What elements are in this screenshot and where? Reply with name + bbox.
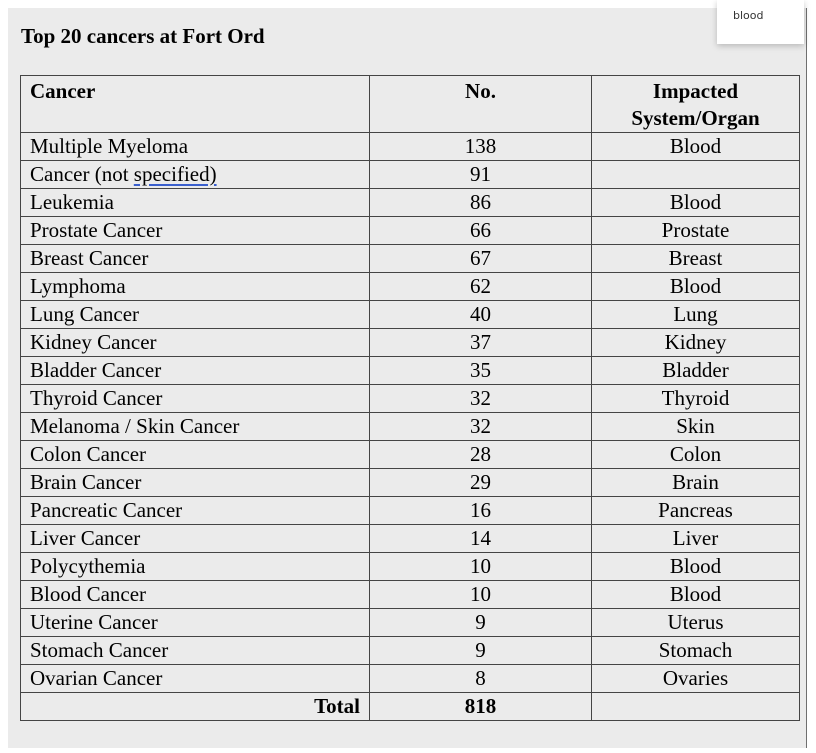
search-popup-text: blood [733,9,764,22]
table-row [21,497,800,525]
table-row [21,273,800,301]
table-row [21,553,800,581]
table-row [21,357,800,385]
impacted-system: Blood [592,273,800,301]
table-body [21,133,800,721]
cancer-name: Uterine Cancer [21,609,370,637]
table-row [21,217,800,245]
spellcheck-word: specified) [133,162,217,186]
cancer-count: 67 [370,245,592,273]
impacted-system: Ovaries [592,665,800,693]
table-row [21,245,800,273]
impacted-system: Pancreas [592,497,800,525]
cancer-name: Multiple Myeloma [21,133,370,161]
impacted-system: Breast [592,245,800,273]
cancer-name: Stomach Cancer [21,637,370,665]
impacted-system: Skin [592,413,800,441]
cancer-count: 9 [370,609,592,637]
impacted-system: Blood [592,581,800,609]
cancer-name: Melanoma / Skin Cancer [21,413,370,441]
cancer-name: Cancer (not specified) [21,161,370,189]
search-popup[interactable] [717,0,804,44]
total-label: Total [21,693,370,721]
header-count: No. [370,76,592,133]
cancer-name: Liver Cancer [21,525,370,553]
impacted-system: Thyroid [592,385,800,413]
cancer-name: Kidney Cancer [21,329,370,357]
cancer-count: 32 [370,413,592,441]
cancer-count: 35 [370,357,592,385]
table-row [21,161,800,189]
cancer-count: 32 [370,385,592,413]
impacted-system: Uterus [592,609,800,637]
table-row [21,133,800,161]
cancer-count: 66 [370,217,592,245]
cancer-count: 37 [370,329,592,357]
cancer-count: 14 [370,525,592,553]
cancer-count: 28 [370,441,592,469]
cancer-count: 10 [370,553,592,581]
cancer-count: 29 [370,469,592,497]
cancer-count: 138 [370,133,592,161]
impacted-system: Blood [592,189,800,217]
cancer-name: Colon Cancer [21,441,370,469]
impacted-system: Brain [592,469,800,497]
cancer-name: Prostate Cancer [21,217,370,245]
impacted-system: Liver [592,525,800,553]
total-count: 818 [370,693,592,721]
impacted-system: Stomach [592,637,800,665]
total-system [592,693,800,721]
table-row [21,581,800,609]
table-row [21,525,800,553]
table-row [21,329,800,357]
table-row [21,609,800,637]
table-row [21,637,800,665]
cancer-name: Blood Cancer [21,581,370,609]
cancer-name: Pancreatic Cancer [21,497,370,525]
cancer-name: Leukemia [21,189,370,217]
cancer-name: Thyroid Cancer [21,385,370,413]
impacted-system: Blood [592,553,800,581]
cancer-name: Brain Cancer [21,469,370,497]
table-row [21,413,800,441]
cancer-name: Bladder Cancer [21,357,370,385]
cancer-name: Lung Cancer [21,301,370,329]
cancer-count: 62 [370,273,592,301]
impacted-system: Bladder [592,357,800,385]
cancer-count: 16 [370,497,592,525]
cancer-count: 8 [370,665,592,693]
table-row [21,441,800,469]
impacted-system: Lung [592,301,800,329]
cancer-name: Breast Cancer [21,245,370,273]
table-row [21,189,800,217]
cancer-count: 86 [370,189,592,217]
cancer-count: 10 [370,581,592,609]
cancer-count: 40 [370,301,592,329]
table-row [21,385,800,413]
table-header-row [21,76,800,133]
impacted-system: Blood [592,133,800,161]
cancer-name: Lymphoma [21,273,370,301]
table-row [21,301,800,329]
impacted-system [592,161,800,189]
cancer-count: 9 [370,637,592,665]
impacted-system: Prostate [592,217,800,245]
impacted-system: Colon [592,441,800,469]
document-title: Top 20 cancers at Fort Ord [21,24,265,48]
cancer-table [20,75,800,721]
table-row [21,469,800,497]
cancer-name: Polycythemia [21,553,370,581]
total-row [21,693,800,721]
impacted-system: Kidney [592,329,800,357]
cancer-name: Ovarian Cancer [21,665,370,693]
header-system-organ: Impacted System/Organ [592,76,800,133]
cancer-count: 91 [370,161,592,189]
table-row [21,665,800,693]
header-cancer: Cancer [21,76,370,133]
